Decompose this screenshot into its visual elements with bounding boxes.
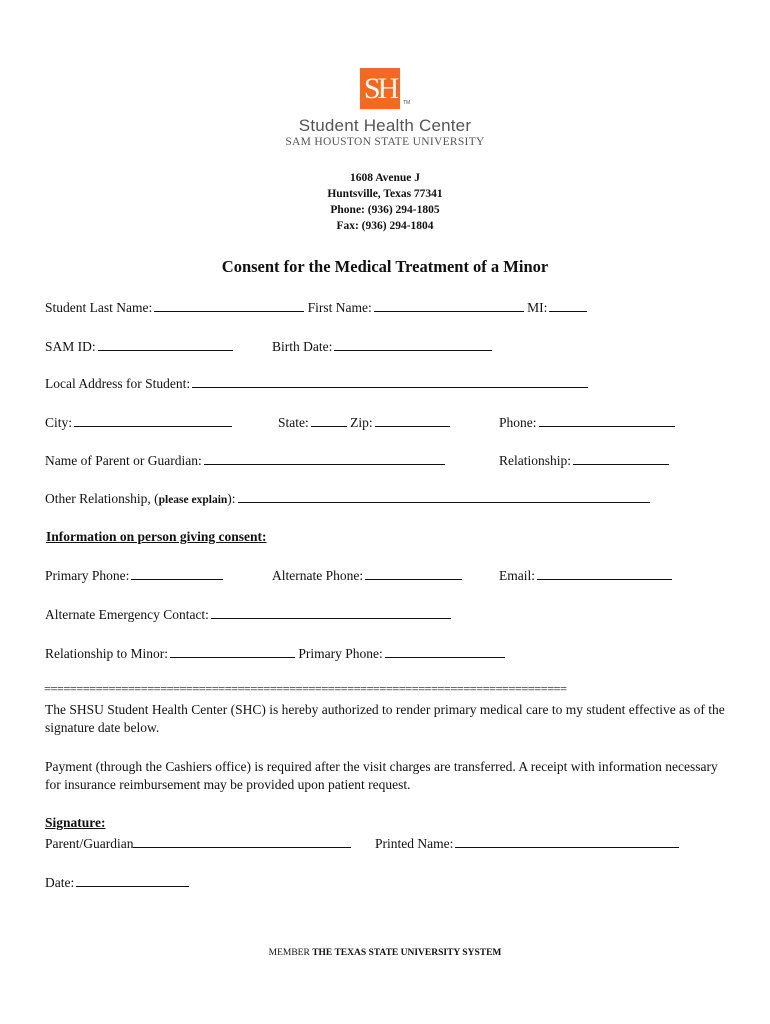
relationship-minor-label: Relationship to Minor: [45,646,168,661]
mi-label: MI: [527,300,548,315]
address-line-3: Phone: (936) 294-1805 [330,204,440,216]
signature-heading: Signature: [45,815,106,830]
phone-label: Phone: [499,415,537,430]
parent-row [45,452,445,469]
primary-phone-field[interactable] [131,567,223,580]
alternate-phone-row [272,567,462,584]
first-name-label: First Name: [307,300,372,315]
primary-phone-label: Primary Phone: [45,568,130,583]
sam-id-field[interactable] [98,338,233,351]
other-relationship-row [45,490,650,507]
relationship-minor-row [45,645,505,662]
sam-id-label: SAM ID: [45,339,96,354]
separator-line: ================================================================================= [44,682,567,696]
primary-phone2-label: Primary Phone: [298,646,383,661]
birth-date-field[interactable] [334,338,492,351]
other-relationship-label-post: ): [227,491,236,506]
printed-name-field[interactable] [455,835,679,848]
alternate-phone-field[interactable] [365,567,462,580]
sam-id-row [45,338,233,355]
authorization-paragraph: The SHSU Student Health Center (SHC) is hereby authorized to render primary medical care to my student effective as of the signature date below. [45,702,725,735]
state-field[interactable] [311,414,347,427]
primary-phone-row [45,567,223,584]
relationship-field[interactable] [573,452,669,465]
alt-contact-label: Alternate Emergency Contact: [45,607,209,622]
alternate-phone-label: Alternate Phone: [272,568,364,583]
city-row [45,414,232,431]
primary-phone2-field[interactable] [385,645,505,658]
alt-contact-row [45,606,451,623]
last-name-field[interactable] [154,299,304,312]
payment-paragraph: Payment (through the Cashiers office) is required after the visit charges are transferred. A receipt with information necessary for insurance reimbursement may be provided upon patient request. [45,759,718,792]
consent-section-heading: Information on person giving consent: [46,529,267,544]
zip-field[interactable] [375,414,450,427]
parent-name-label: Name of Parent or Guardian: [45,453,202,468]
birth-date-row [272,338,492,355]
first-name-field[interactable] [374,299,524,312]
local-address-field[interactable] [192,375,588,388]
other-relationship-label-pre: Other Relationship, ( [45,491,159,506]
relationship-minor-field[interactable] [170,645,295,658]
other-relationship-field[interactable] [238,490,650,503]
address-line-2: Huntsville, Texas 77341 [327,188,443,200]
university-name: SAM HOUSTON STATE UNIVERSITY [285,136,485,148]
date-field[interactable] [76,874,189,887]
email-label: Email: [499,568,535,583]
date-label: Date: [45,875,75,890]
last-name-label: Student Last Name: [45,300,153,315]
printed-name-label: Printed Name: [375,836,454,851]
date-row [45,874,189,891]
last-name-row [45,299,587,316]
mi-field[interactable] [549,299,587,312]
address-line-4: Fax: (936) 294-1804 [336,220,434,232]
trademark-mark: TM [403,100,411,106]
city-field[interactable] [74,414,232,427]
phone-field[interactable] [539,414,675,427]
local-address-label: Local Address for Student: [45,376,191,391]
parent-signature-field[interactable] [133,835,351,848]
page-title: Consent for the Medical Treatment of a Minor [221,257,549,276]
org-name: Student Health Center [298,116,472,135]
city-label: City: [45,415,73,430]
footer [0,948,770,958]
footer-system: THE TEXAS STATE UNIVERSITY SYSTEM [312,948,502,958]
footer-member: MEMBER [268,948,310,958]
zip-label: Zip: [350,415,373,430]
parent-signature-row [45,835,351,852]
please-explain-text: please explain [158,494,228,506]
shc-logo [360,68,400,109]
email-field[interactable] [537,567,672,580]
address-line-1: 1608 Avenue J [349,172,421,184]
relationship-row [499,452,669,469]
relationship-label: Relationship: [499,453,571,468]
state-label: State: [278,415,309,430]
email-row [499,567,672,584]
birth-date-label: Birth Date: [272,339,333,354]
phone-row [499,414,675,431]
local-address-row [45,375,588,392]
logo-text: SH [363,72,397,105]
printed-name-row [375,835,679,852]
alt-contact-field[interactable] [211,606,451,619]
parent-name-field[interactable] [204,452,445,465]
parent-signature-label: Parent/Guardian [45,836,134,851]
state-zip-row [278,414,450,431]
